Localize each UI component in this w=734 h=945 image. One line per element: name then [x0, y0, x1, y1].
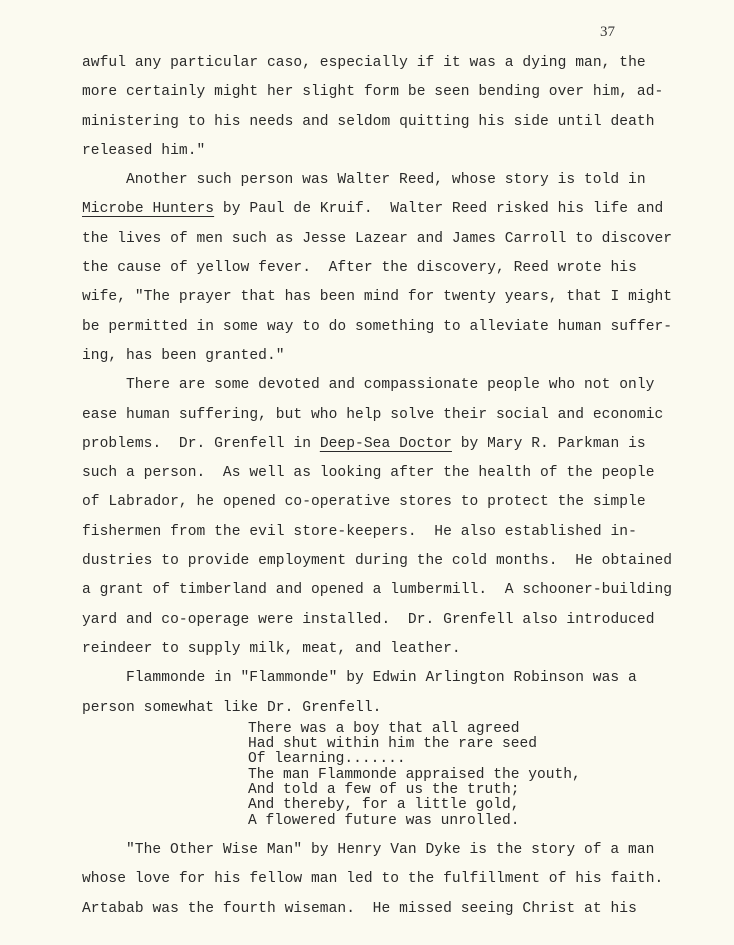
- text-segment: by Mary R. Parkman is: [451, 435, 646, 452]
- text-segment: dustries to provide employment during the cold months. He obtained: [82, 553, 673, 570]
- text-line: [82, 81, 702, 110]
- page-number: 37: [600, 24, 615, 40]
- text-line: [82, 609, 702, 638]
- text-segment: by Paul de Kruif. Walter Reed risked his life and: [214, 201, 664, 218]
- text-segment: be permitted in some way to do something to alleviate human suffer-: [82, 318, 673, 335]
- paragraph: [82, 374, 702, 667]
- text-line: [82, 462, 702, 491]
- text-segment: problems. Dr. Grenfell in: [82, 435, 320, 452]
- text-segment: of Labrador, he opened co-operative stores to protect the simple: [82, 494, 646, 511]
- text-line: [82, 667, 702, 696]
- book-title: Microbe Hunters: [82, 201, 215, 218]
- text-segment: ministering to his needs and seldom quitting his side until death: [82, 113, 655, 130]
- text-line: [82, 257, 702, 286]
- text-segment: whose love for his fellow man led to the fulfillment of his faith.: [82, 871, 664, 888]
- text-line: [82, 316, 702, 345]
- text-segment: reindeer to supply milk, meat, and leather.: [82, 640, 461, 657]
- text-line: [82, 839, 702, 868]
- book-title: Deep-Sea Doctor: [319, 435, 452, 452]
- paragraph: [82, 169, 702, 374]
- text-segment: a grant of timberland and opened a lumbermill. A schooner-building: [82, 582, 673, 599]
- poem-line: The man Flammonde appraised the youth,: [248, 766, 581, 783]
- poem-line: And told a few of us the truth;: [248, 782, 520, 799]
- text-segment: released him.": [82, 142, 206, 159]
- poem-line: Had shut within him the rare seed: [248, 736, 538, 753]
- text-line: [82, 550, 702, 579]
- paragraph: [82, 52, 702, 169]
- text-line: [82, 579, 702, 608]
- text-segment: Artabab was the fourth wiseman. He missed seeing Christ at his: [82, 900, 637, 917]
- text-line: [82, 286, 702, 315]
- text-segment: the cause of yellow fever. After the discovery, Reed wrote his: [82, 260, 637, 277]
- paragraph: [82, 667, 702, 726]
- text-segment: There are some devoted and compassionate people who not only: [126, 377, 655, 394]
- document-body: [82, 52, 702, 927]
- text-line: [82, 898, 702, 927]
- poem-line: And thereby, for a little gold,: [248, 797, 520, 814]
- poem-line: There was a boy that all agreed: [248, 720, 520, 737]
- text-line: [82, 52, 702, 81]
- text-segment: Flammonde in "Flammonde" by Edwin Arlington Robinson was a: [126, 670, 637, 687]
- text-segment: "The Other Wise Man" by Henry Van Dyke is the story of a man: [126, 841, 655, 858]
- text-segment: Another such person was Walter Reed, whose story is told in: [126, 172, 646, 189]
- poem-line: A flowered future was unrolled.: [248, 812, 520, 829]
- text-line: [82, 198, 702, 227]
- text-line: [82, 169, 702, 198]
- text-segment: ease human suffering, but who help solve their social and economic: [82, 406, 664, 423]
- text-segment: the lives of men such as Jesse Lazear and James Carroll to discover: [82, 230, 673, 247]
- text-segment: such a person. As well as looking after the health of the people: [82, 465, 655, 482]
- text-segment: wife, "The prayer that has been mind for twenty years, that I might: [82, 289, 673, 306]
- text-line: [82, 638, 702, 667]
- text-segment: ing, has been granted.": [82, 347, 285, 364]
- text-line: [82, 868, 702, 897]
- text-line: [82, 521, 702, 550]
- poem-quote: [82, 722, 702, 829]
- text-segment: more certainly might her slight form be seen bending over him, ad-: [82, 84, 664, 101]
- text-segment: yard and co-operage were installed. Dr. Grenfell also introduced: [82, 611, 655, 628]
- text-line: [82, 374, 702, 403]
- paragraph: [82, 839, 702, 927]
- text-segment: person somewhat like Dr. Grenfell.: [82, 699, 382, 716]
- text-line: [82, 228, 702, 257]
- text-line: [82, 345, 702, 374]
- text-line: [82, 404, 702, 433]
- text-line: [82, 433, 702, 462]
- text-segment: fishermen from the evil store-keepers. He also established in-: [82, 523, 637, 540]
- text-line: [82, 111, 702, 140]
- poem-line: Of learning.......: [248, 751, 406, 768]
- text-line: [82, 491, 702, 520]
- text-segment: awful any particular caso, especially if it was a dying man, the: [82, 55, 646, 71]
- text-line: [82, 140, 702, 169]
